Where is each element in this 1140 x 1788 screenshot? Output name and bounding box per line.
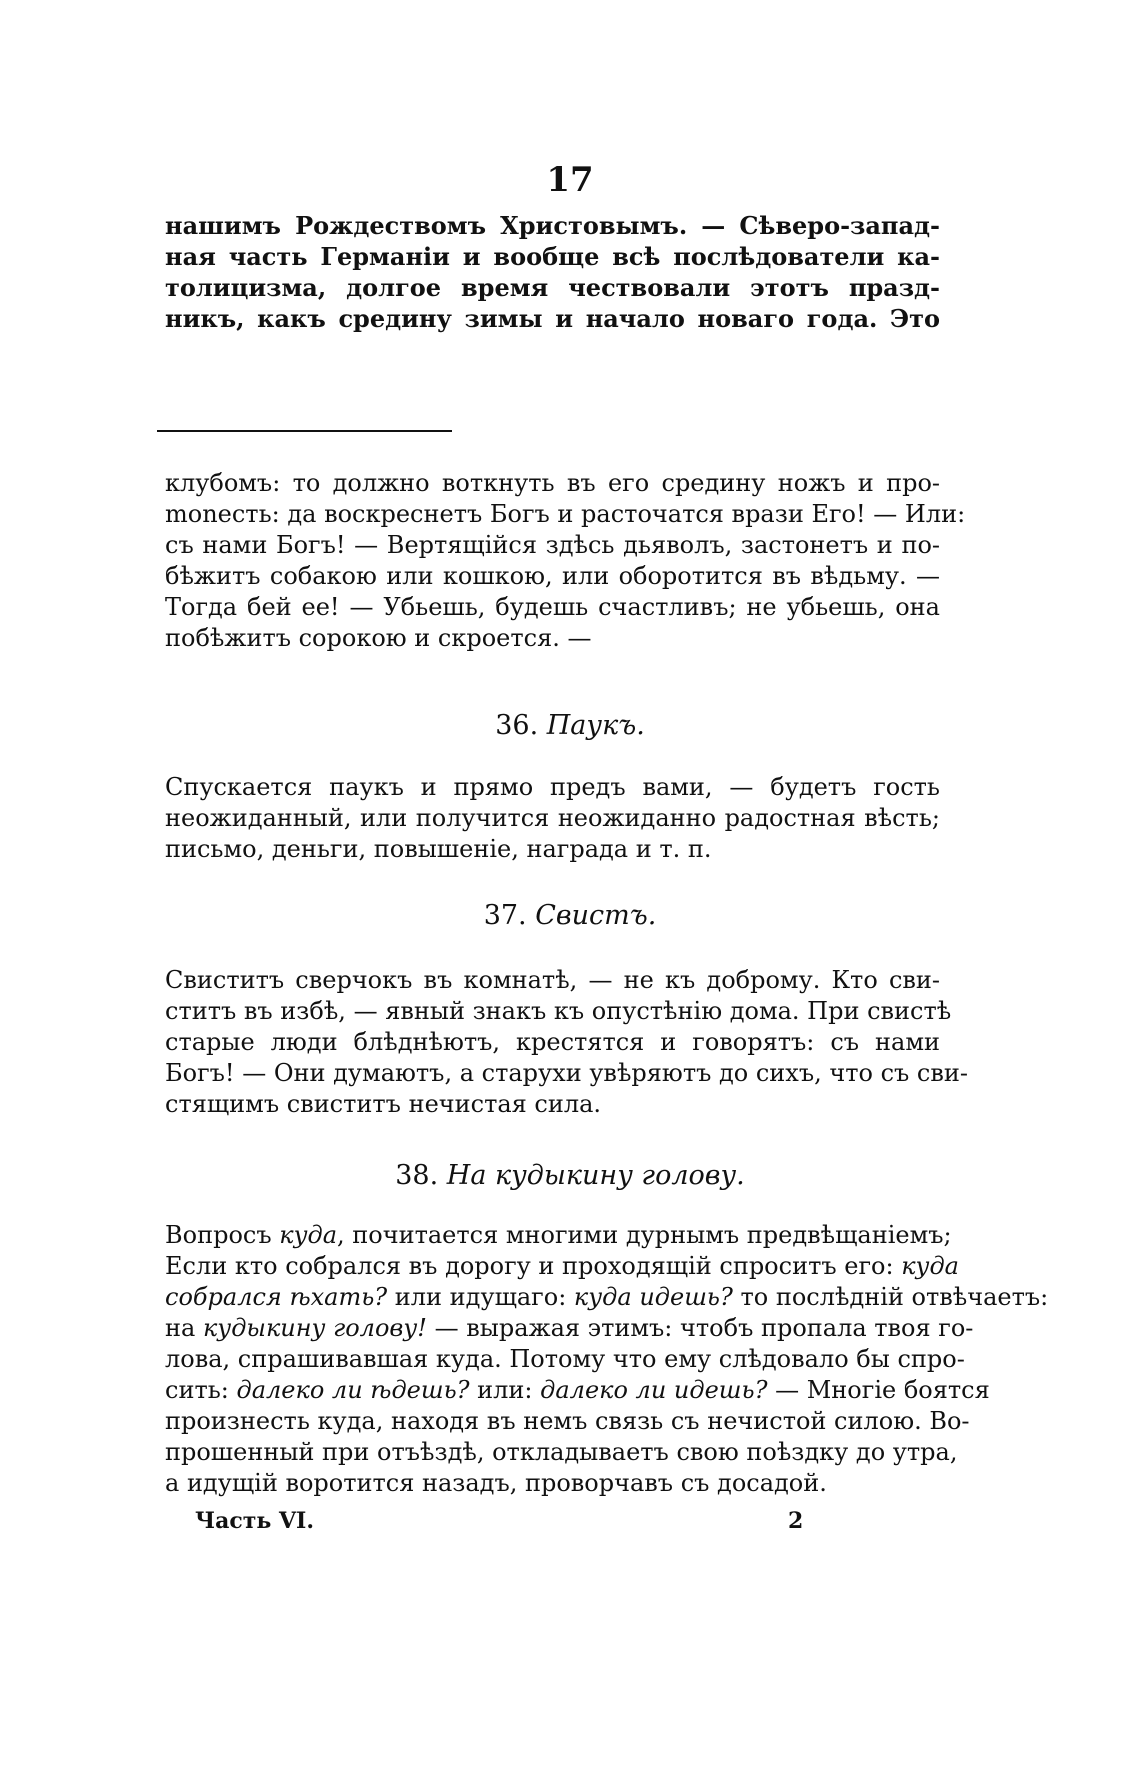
section-37-heading: [0, 900, 1140, 931]
section-36-body: [165, 772, 940, 865]
signature-mark: 2: [788, 1508, 804, 1534]
text-line: клубомъ: то должно воткнуть въ его средину ножъ и про-: [165, 469, 940, 497]
text-line: [165, 1344, 965, 1375]
text-line: побѣжитъ сорокою и скроется. —: [165, 624, 592, 652]
text-run: на: [165, 1314, 203, 1342]
top-paragraph: [165, 210, 940, 334]
text-line: ная часть Германіи и вообще всѣ послѣдователи ка-: [165, 242, 940, 271]
text-run: сить:: [165, 1376, 237, 1404]
text-run: то послѣдній отвѣчаетъ:: [732, 1283, 1049, 1311]
text-line: толицизма, долгое время чествовали этотъ празд-: [165, 273, 940, 302]
italic-run: далеко ли ѣдешь?: [236, 1376, 470, 1404]
text-line: съ нами Богъ! — Вертящійся здѣсь дьяволъ, застонетъ и по-: [165, 531, 940, 559]
section-number: 37.: [483, 900, 527, 931]
section-38-heading: [0, 1160, 1140, 1191]
section-number: 36.: [495, 710, 539, 741]
text-line: [165, 1220, 952, 1251]
section-title: На кудыкину голову.: [446, 1160, 745, 1191]
text-run: Если кто собрался въ дорогу и проходящій спроситъ его:: [165, 1252, 902, 1280]
text-run: а идущій воротится назадъ, проворчавъ съ досадой.: [165, 1469, 827, 1497]
text-line: [165, 1468, 940, 1499]
text-line: неожиданный, или получится неожиданно радостная вѣсть;: [165, 804, 940, 832]
text-run: , почитается многими дурнымъ предвѣщаніемъ;: [337, 1221, 952, 1249]
italic-run: собрался ѣхать?: [165, 1283, 388, 1311]
text-run: прошенный при отъѣздѣ, откладываетъ свою поѣздку до утра,: [165, 1438, 958, 1466]
text-line: Свиститъ сверчокъ въ комнатѣ, — не къ доброму. Кто сви-: [165, 966, 940, 994]
text-line: бѣжитъ собакою или кошкою, или оборотится въ вѣдьму. —: [165, 562, 940, 590]
text-run: — выражая этимъ: чтобъ пропала твоя го-: [426, 1314, 974, 1342]
text-run: — Многіе боятся: [767, 1376, 990, 1404]
italic-run: кудыкину голову!: [202, 1314, 427, 1342]
page-number: 17: [546, 160, 594, 200]
text-line: monесть: да воскреснетъ Богъ и расточатся врази Его! — Или:: [165, 500, 966, 528]
text-run: Вопросъ: [165, 1221, 280, 1249]
section-number: 38.: [395, 1160, 439, 1191]
text-line: [165, 1282, 1049, 1313]
text-line: [165, 1251, 959, 1282]
text-line: ститъ въ избѣ, — явный знакъ къ опустѣнію дома. При свистѣ: [165, 997, 952, 1025]
footnote-divider: [157, 430, 452, 432]
text-line: никъ, какъ средину зимы и начало новаго года. Это: [165, 304, 940, 333]
text-line: старые люди блѣднѣютъ, крестятся и говорятъ: съ нами: [165, 1028, 940, 1056]
text-line: [165, 1375, 990, 1406]
text-line: Тогда бей ее! — Убьешь, будешь счастливъ; не убьешь, она: [165, 593, 940, 621]
text-line: [165, 1313, 974, 1344]
part-label: Часть VI.: [195, 1508, 314, 1534]
section-36-heading: [0, 710, 1140, 741]
text-line: письмо, деньги, повышеніе, награда и т. п.: [165, 835, 712, 863]
section-38-body: [165, 1220, 1049, 1499]
text-run: или идущаго:: [387, 1283, 574, 1311]
text-line: нашимъ Рождествомъ Христовымъ. — Сѣверо-запад-: [165, 211, 940, 240]
italic-run: далеко ли идешь?: [540, 1376, 768, 1404]
section-title: Паукъ.: [546, 710, 645, 741]
text-run: произнесть куда, находя въ немъ связь съ нечистой силою. Во-: [165, 1407, 970, 1435]
section-37-body: [165, 965, 968, 1120]
text-line: [165, 1437, 958, 1468]
text-line: [165, 1406, 970, 1437]
section-title: Свистъ.: [535, 900, 657, 931]
text-line: Богъ! — Они думаютъ, а старухи увѣряютъ до сихъ, что съ сви-: [165, 1059, 968, 1087]
italic-run: куда: [901, 1252, 959, 1280]
text-run: или:: [469, 1376, 541, 1404]
text-run: лова, спрашивавшая куда. Потому что ему слѣдовало бы спро-: [165, 1345, 965, 1373]
text-line: стящимъ свиститъ нечистая сила.: [165, 1090, 602, 1118]
italic-run: куда идешь?: [573, 1283, 733, 1311]
italic-run: куда: [279, 1221, 338, 1249]
text-line: Спускается паукъ и прямо предъ вами, — будетъ гость: [165, 773, 940, 801]
footnote: [165, 468, 966, 654]
